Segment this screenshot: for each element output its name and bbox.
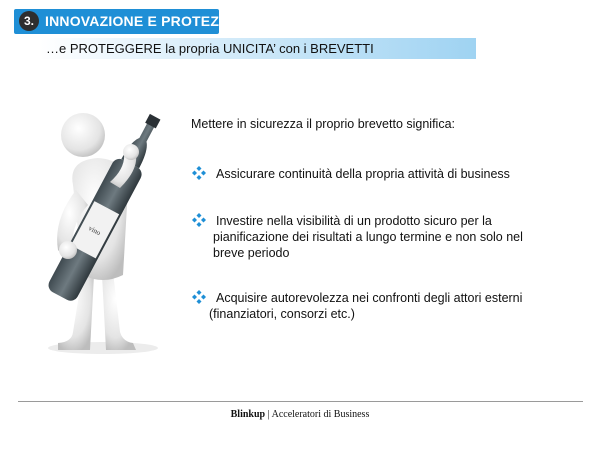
bullet-line: Assicurare continuità della propria attività di business	[216, 167, 510, 181]
bullet-line: (finanziatori, consorzi etc.)	[209, 307, 355, 321]
bottle-label-text: vino	[87, 224, 102, 238]
bullet-line: Acquisire autorevolezza nei confronti degli attori esterni	[216, 291, 523, 305]
section-number-badge: 3.	[19, 11, 39, 31]
footer-tagline: Acceleratori di Business	[271, 409, 370, 420]
bullet-line: pianificazione dei risultati a lungo termine e non solo nel	[213, 230, 523, 244]
intro-text: Mettere in sicurezza il proprio brevetto significa:	[191, 117, 456, 131]
footer-divider	[18, 401, 583, 402]
slide-subtitle: …e PROTEGGERE la propria UNICITA’ con i BREVETTI	[46, 41, 374, 56]
footer-separator: |	[267, 409, 270, 420]
footer	[0, 409, 600, 420]
bullet-line: breve periodo	[213, 246, 290, 260]
four-diamond-bullet-icon	[191, 289, 207, 305]
footer-brand: Blinkup	[230, 409, 266, 420]
figure-with-bottle-illustration	[28, 100, 178, 360]
bullet-line: Investire nella visibilità di un prodotto sicuro per la	[216, 214, 492, 228]
section-title: INNOVAZIONE E PROTEZIONE	[45, 13, 255, 29]
four-diamond-bullet-icon	[191, 212, 207, 228]
four-diamond-bullet-icon	[191, 165, 207, 181]
